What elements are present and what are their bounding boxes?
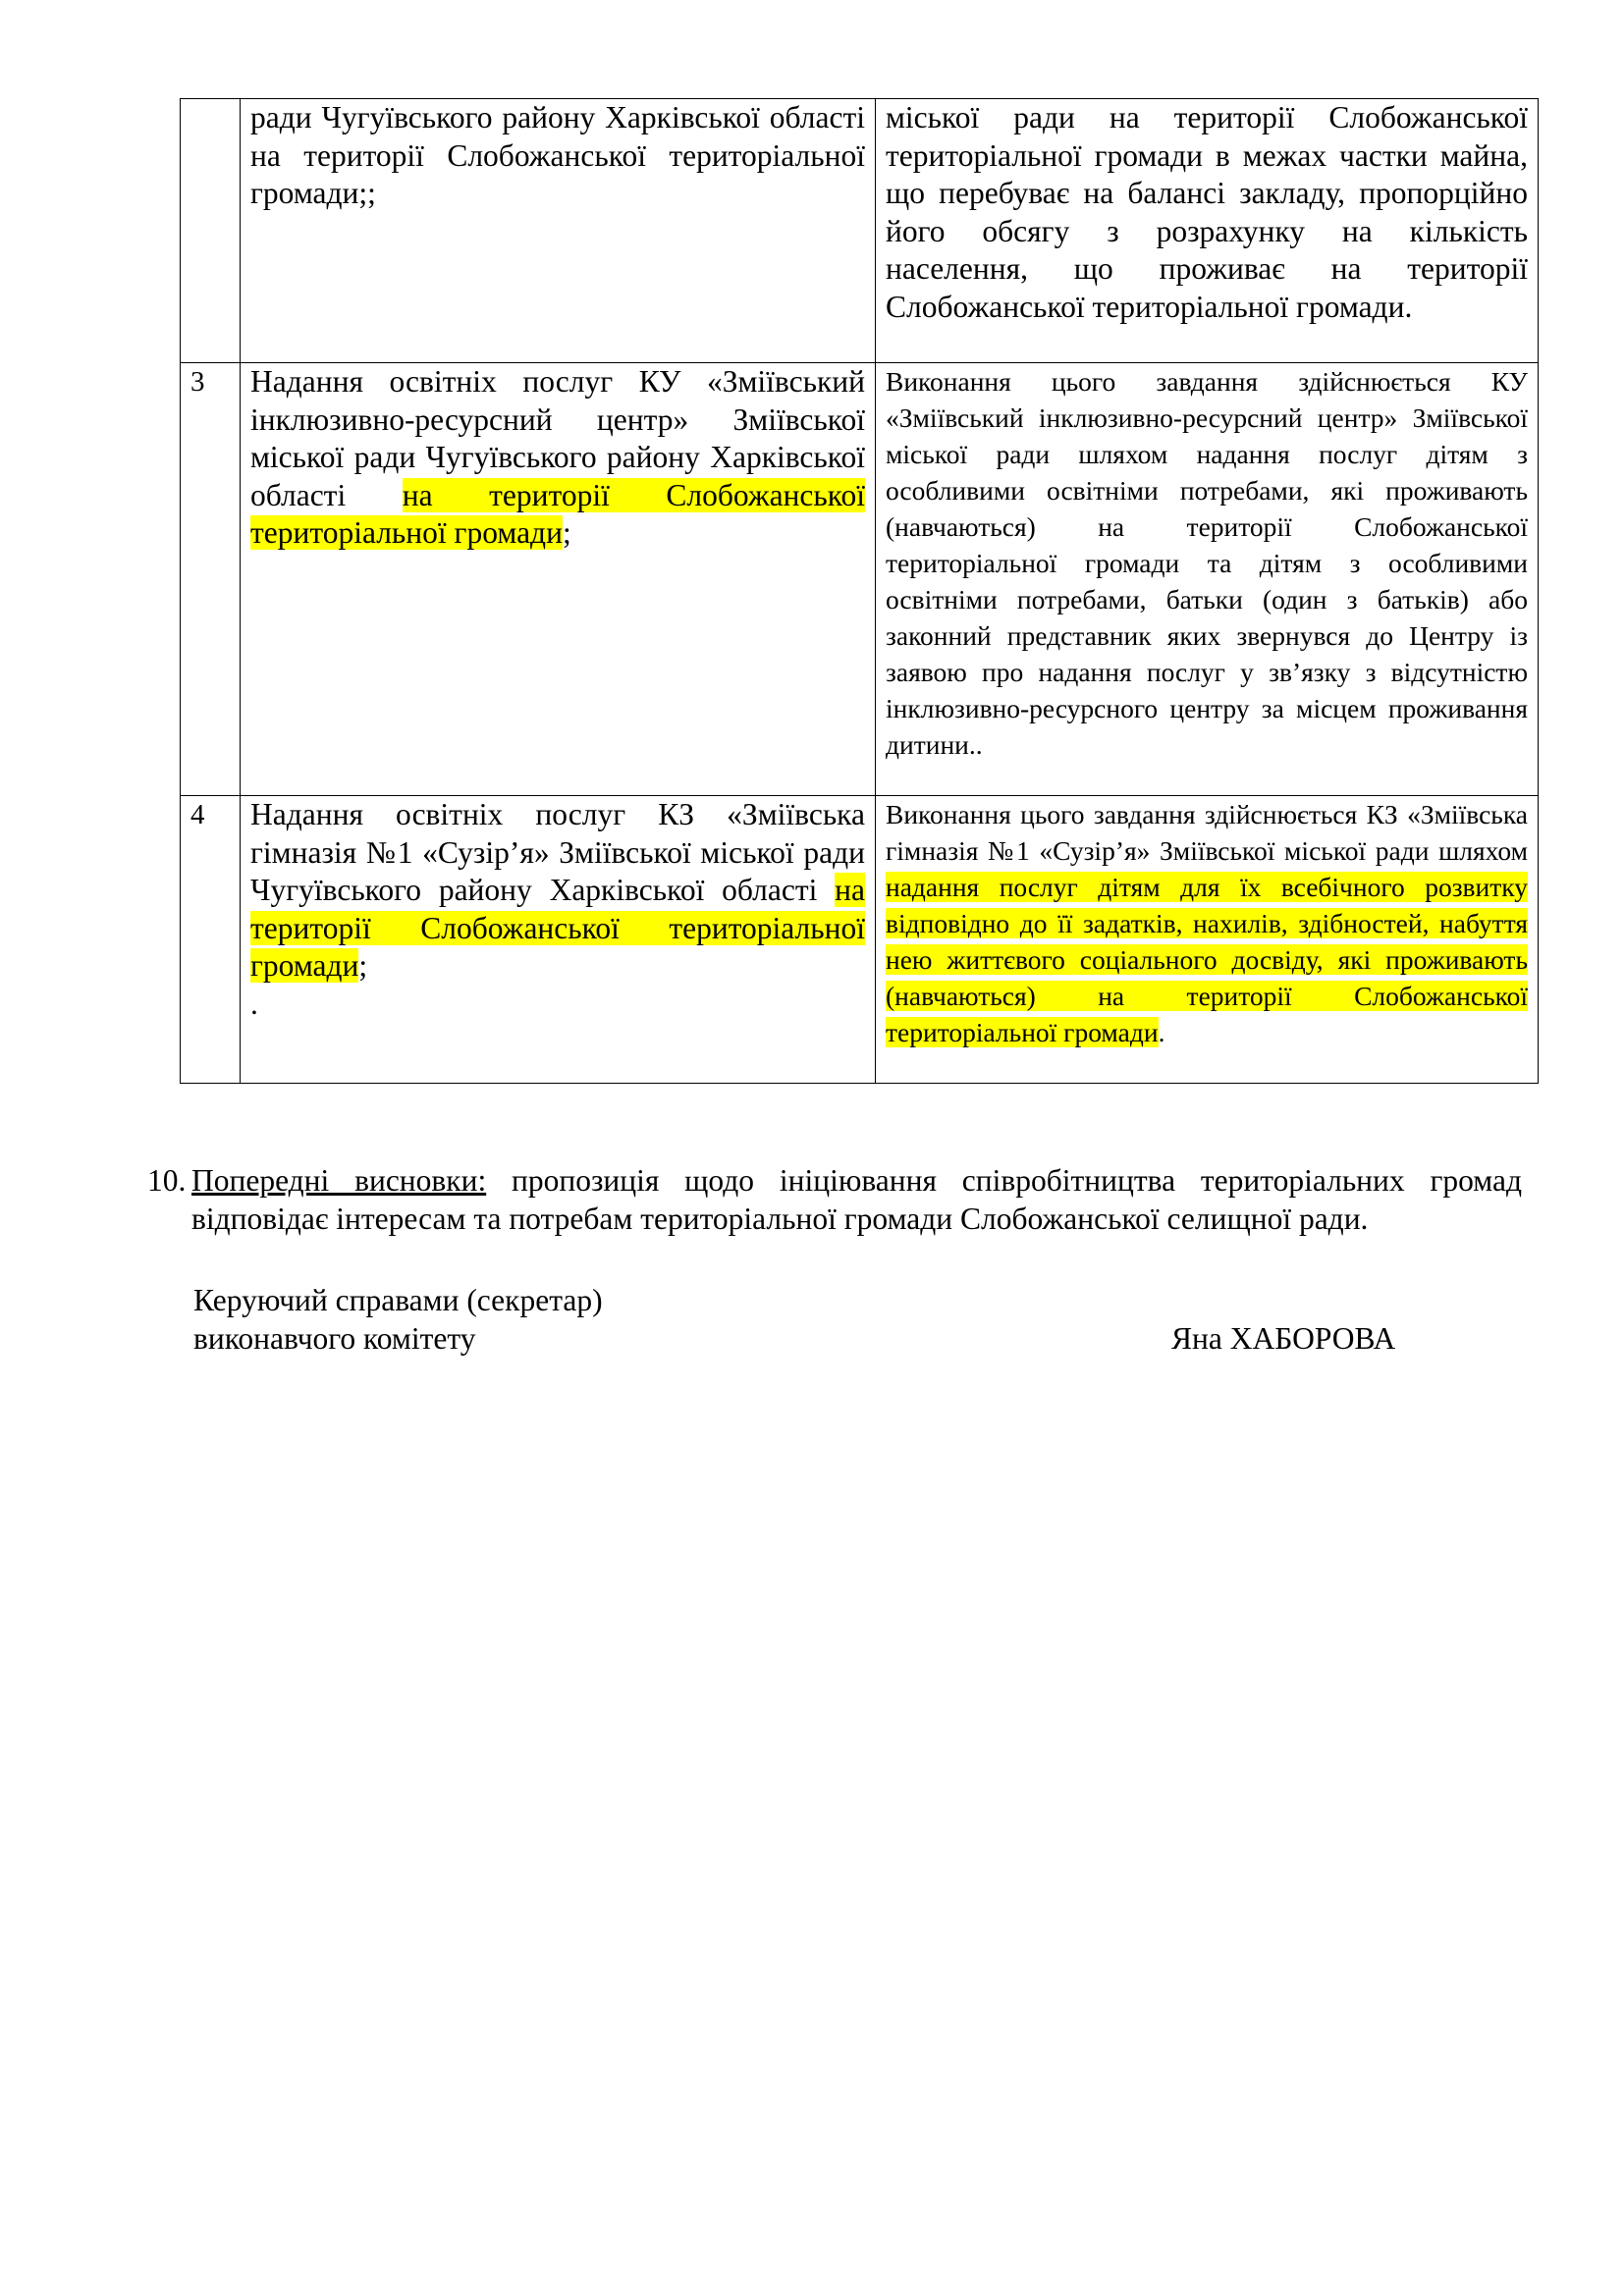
conclusion-number: 10.	[147, 1163, 187, 1198]
task-text: Надання освітніх послуг КЗ «Зміївська гімназія №1 «Сузір’я» Зміївської міської ради Чугуївського району Харківської області	[250, 797, 865, 907]
task-cell: ради Чугуївського району Харківської області на території Слобожанської територіальної громади;;	[241, 99, 876, 363]
description-cell: міської ради на території Слобожанської територіальної громади в межах частки майна, що перебуває на балансі закладу, пропорційно його обсягу з розрахунку на кількість населення, що проживає на території Слобожанської територіальної громади.	[876, 99, 1539, 363]
signer-name: Яна ХАБОРОВА	[1171, 1321, 1396, 1356]
task-tail: ;	[358, 948, 368, 983]
task-cell	[241, 796, 876, 1084]
description-tail: .	[1158, 1017, 1165, 1047]
description-cell: Виконання цього завдання здійснюється КУ «Зміївський інклюзивно-ресурсний центр» Зміївської міської ради шляхом надання послуг дітям з особливими освітніми потребами, які проживають (навчаються) на території Слобожанської територіальної громади та дітям з особливими освітніми потребами, батьки (один з батьків) або законний представник яких звернувся до Центру із заявою про надання послуг у зв’язку з відсутністю інклюзивно-ресурсного центру за місцем проживання дитини..	[876, 363, 1539, 796]
conclusion-text: пропозиція щодо ініціювання співробітництва територіальних громад відповідає інтересам та потребам територіальної громади Слобожанської селищної ради.	[191, 1163, 1522, 1236]
table-row	[181, 796, 1539, 1084]
conclusion-paragraph	[147, 1161, 1522, 1238]
position-line-2: виконавчого комітету	[193, 1321, 476, 1356]
description-text: Виконання цього завдання здійснюється КЗ «Зміївська гімназія №1 «Сузір’я» Зміївської міської ради шляхом	[886, 799, 1528, 866]
description-cell	[876, 796, 1539, 1084]
highlighted-text: на території Слобожанської територіальної громади	[250, 873, 865, 983]
highlighted-text: надання послуг дітям для їх всебічного розвитку відповідно до її задатків, нахилів, здібностей, набуття нею життєвого соціального досвіду, які проживають (навчаються) на території Слобожанської територіальної громади	[886, 872, 1528, 1047]
task-dot: .	[250, 986, 258, 1021]
table-row	[181, 99, 1539, 363]
position-line-1: Керуючий справами (секретар)	[193, 1283, 603, 1317]
conclusion-label: Попередні висновки:	[191, 1163, 487, 1198]
task-text: Надання освітніх послуг КУ «Зміївський інклюзивно-ресурсний центр» Зміївської міської ради Чугуївського району Харківської області	[250, 364, 865, 512]
row-number	[181, 99, 241, 363]
task-tail: ;	[562, 515, 571, 550]
row-number: 3	[181, 363, 241, 796]
highlighted-text: на території Слобожанської територіальної громади	[250, 477, 865, 550]
cooperation-table	[180, 98, 1539, 1084]
row-number: 4	[181, 796, 241, 1084]
table-row	[181, 363, 1539, 796]
conclusion-body	[191, 1161, 1522, 1238]
task-cell	[241, 363, 876, 796]
signature-position	[193, 1281, 603, 1358]
